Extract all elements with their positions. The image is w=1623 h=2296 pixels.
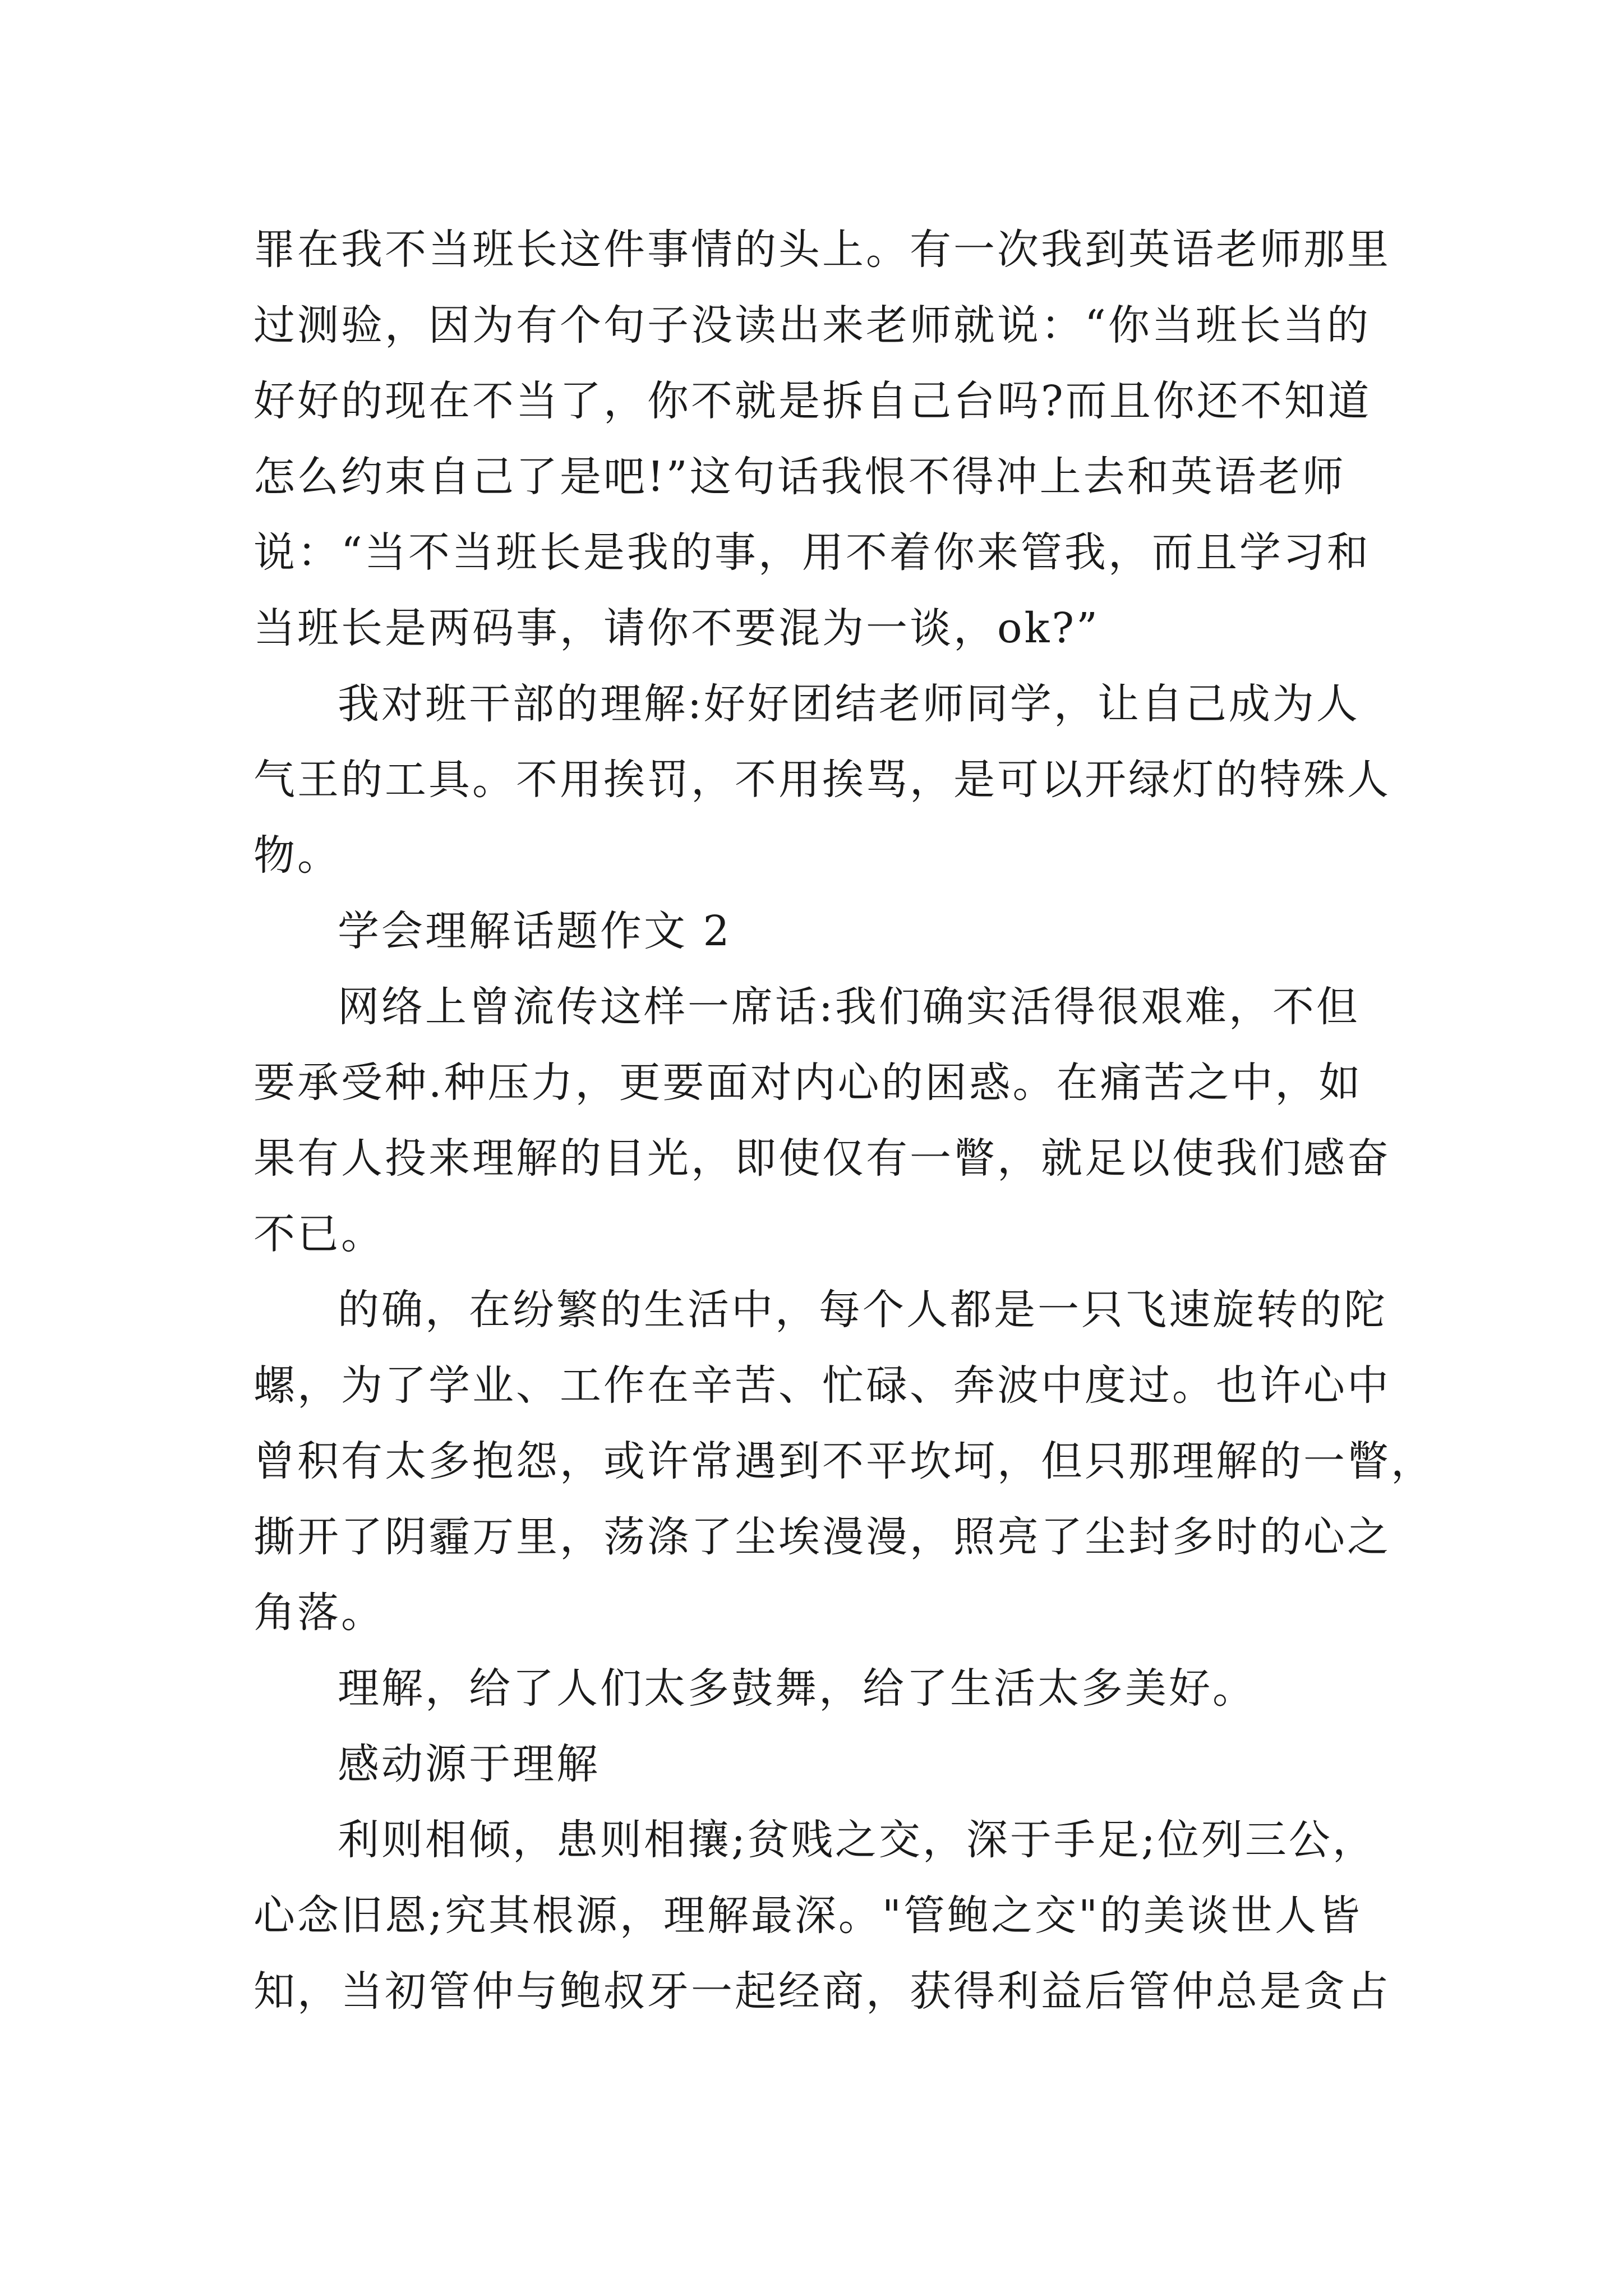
text-line: 学会理解话题作文 2 [338, 907, 732, 955]
text-line: 要承受种.种压力，更要面对内心的困惑。在痛苦之中，如 [253, 1059, 1363, 1107]
text-line: 的确，在纷繁的生活中，每个人都是一只飞速旋转的陀 [338, 1286, 1387, 1334]
text-line: 螺，为了学业、工作在辛苦、忙碌、奔波中度过。也许心中 [253, 1361, 1391, 1410]
text-line: 怎么约束自己了是吧!”这句话我恨不得冲上去和英语老师 [253, 453, 1346, 501]
text-line: 利则相倾，患则相攘;贫贱之交，深于手足;位列三公， [338, 1816, 1376, 1864]
text-line: 当班长是两码事，请你不要混为一谈，ok?” [253, 604, 1100, 652]
text-line: 好好的现在不当了，你不就是拆自己台吗?而且你还不知道 [253, 377, 1372, 425]
text-line: 撕开了阴霾万里，荡涤了尘埃漫漫，照亮了尘封多时的心之 [253, 1513, 1391, 1561]
text-line: 罪在我不当班长这件事情的头上。有一次我到英语老师那里 [253, 226, 1391, 274]
text-line: 理解，给了人们太多鼓舞，给了生活太多美好。 [338, 1664, 1256, 1713]
text-line: 角落。 [253, 1589, 385, 1637]
text-line: 感动源于理解 [338, 1740, 600, 1788]
text-line: 说：“当不当班长是我的事，用不着你来管我，而且学习和 [253, 528, 1371, 577]
text-line: 过测验，因为有个句子没读出来老师就说：“你当班长当的 [253, 301, 1371, 349]
body-text [253, 212, 1435, 2030]
text-line: 网络上曾流传这样一席话:我们确实活得很艰难，不但 [338, 983, 1360, 1031]
text-line: 心念旧恩;究其根源，理解最深。"管鲍之交"的美谈世人皆 [253, 1892, 1363, 1940]
text-line: 气王的工具。不用挨罚，不用挨骂，是可以开绿灯的特殊人 [253, 756, 1391, 804]
text-line: 曾积有太多抱怨，或许常遇到不平坎坷，但只那理解的一瞥， [253, 1437, 1435, 1485]
text-line: 不已。 [253, 1210, 385, 1258]
text-line: 物。 [253, 831, 341, 880]
text-line: 知，当初管仲与鲍叔牙一起经商，获得利益后管仲总是贪占 [253, 1967, 1391, 2016]
text-line: 果有人投来理解的目光，即使仅有一瞥，就足以使我们感奋 [253, 1134, 1391, 1182]
text-line: 我对班干部的理解:好好团结老师同学，让自己成为人 [338, 680, 1360, 728]
